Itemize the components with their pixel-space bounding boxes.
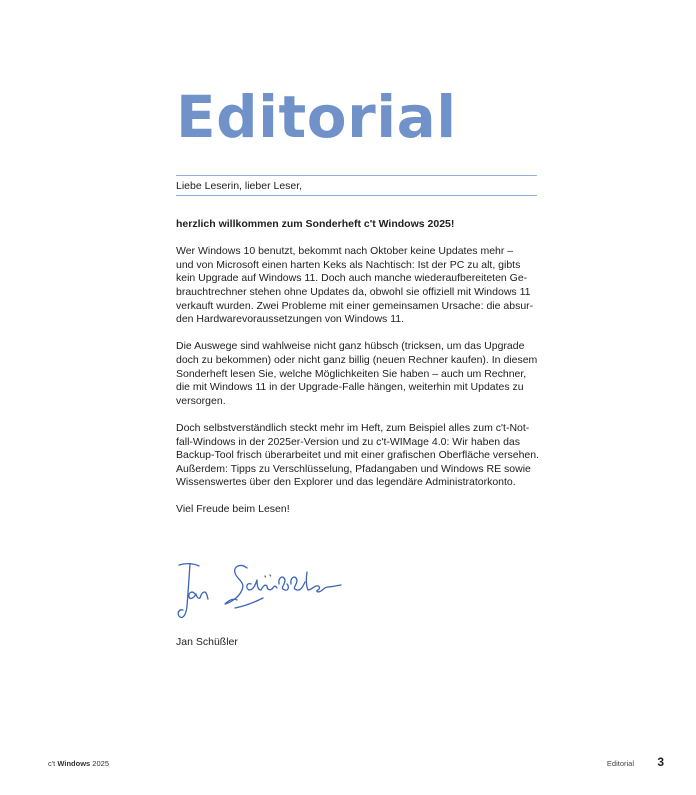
text-line: kein Upgrade auf Windows 11. Doch auch manche wiederaufbereiteten Ge- [176,272,528,285]
paragraph-1 [176,245,546,327]
text-line: Außerdem: Tipps zu Verschlüsselung, Pfadangaben und Windows RE sowie [176,462,531,475]
text-line: fall-Windows in der 2025er-Version und zu c't-WIMage 4.0: Wir haben das [176,435,520,448]
page-title: Editorial [176,83,457,151]
text-line: verkauft wurden. Zwei Probleme mit einer gemeinsamen Ursache: die absur- [176,299,534,312]
greeting: herzlich willkommen zum Sonderheft c't Windows 2025! [176,218,455,230]
magazine-brand [48,759,109,768]
text-line: und von Microsoft einen harten Keks als Nachtisch: Ist der PC zu alt, gibts [176,258,521,271]
salutation: Liebe Leserin, lieber Leser, [176,180,303,192]
text-line: brauchtrechner stehen ohne Updates da, obwohl sie offiziell mit Windows 11 [176,285,531,298]
editorial-body [176,218,546,531]
brand-name: Windows [57,759,91,768]
text-line: Wer Windows 10 benutzt, bekommt nach Oktober keine Updates mehr – [176,245,514,258]
divider-bottom [176,195,537,196]
text-line: Sonderheft lesen Sie, welche Möglichkeiten Sie haben – auch um Rechner, [176,367,527,380]
brand-year: 2025 [90,759,109,768]
text-line: den Hardwarevoraussetzungen von Windows 11. [176,313,405,326]
paragraph-2 [176,340,546,408]
handwritten-signature [175,558,345,626]
text-line: Doch selbstverständlich steckt mehr im Heft, zum Beispiel alles zum c't-Not- [176,421,530,434]
brand-prefix: c't [48,759,58,768]
divider-top [176,175,537,176]
text-line: die mit Windows 11 in der Upgrade-Falle hängen, weiterhin mit Updates zu [176,381,524,394]
text-line: Viel Freude beim Lesen! [176,503,290,516]
text-line: Wissenswertes über den Explorer und das legendäre Administratorkonto. [176,476,516,489]
page-number: 3 [657,755,664,769]
paragraph-3 [176,422,546,490]
paragraph-4 [176,503,546,517]
signer-name: Jan Schüßler [176,636,238,648]
text-line: Backup-Tool frisch überarbeitet und mit einer grafischen Oberfläche versehen. [176,449,540,462]
section-label: Editorial [606,759,634,768]
text-line: doch zu bekommen) oder nicht ganz billig (neuen Rechner kaufen). In diesem [176,353,538,366]
text-line: versorgen. [176,394,226,407]
text-line: Die Auswege sind wahlweise nicht ganz hübsch (tricksen, um das Upgrade [176,340,525,353]
